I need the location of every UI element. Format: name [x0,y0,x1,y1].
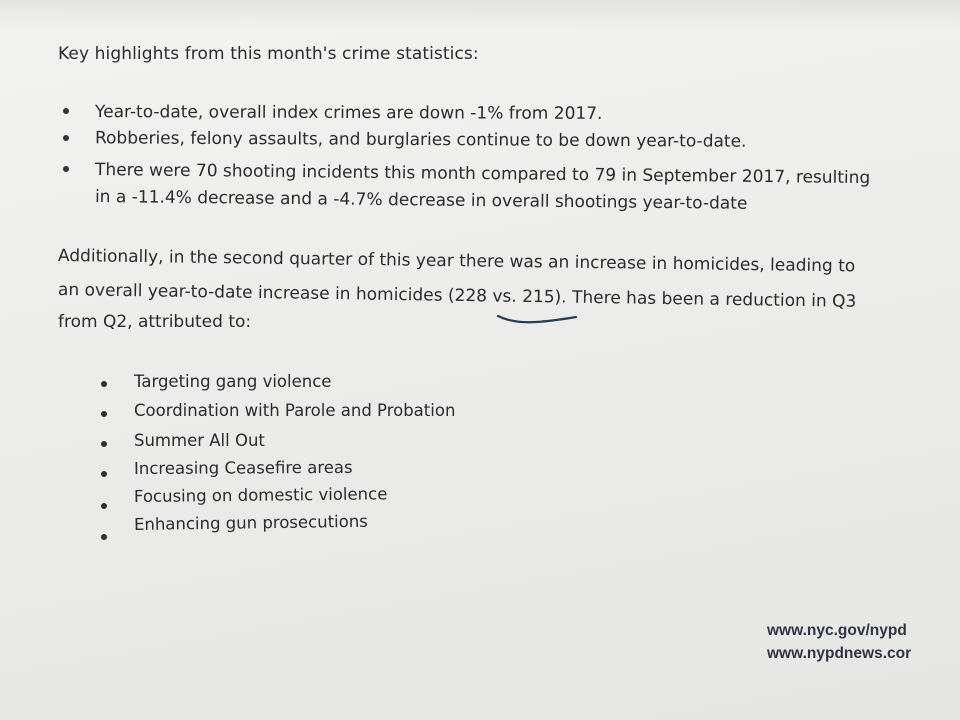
paragraph-line: Additionally, in the second quarter of this year there was an increase in homicides, leading to [57,246,856,277]
attribution-item: Increasing Ceasefire areas [133,457,353,478]
bullet-dot [101,381,107,387]
bullet-dot [101,471,107,477]
bullet-dot [63,108,69,114]
paragraph-line: from Q2, attributed to: [58,312,252,332]
footer-url-nypd: www.nyc.gov/nypd [767,622,907,639]
bullet-dot [101,441,107,447]
attribution-item: Coordination with Parole and Probation [134,401,456,420]
bullet-dot [101,503,107,509]
paragraph-line: an overall year-to-date increase in homicides (228 vs. 215). There has been a reduction in Q3 [57,280,857,312]
attribution-item: Enhancing gun prosecutions [133,511,368,534]
page-shadow [0,0,960,30]
attribution-item: Focusing on domestic violence [133,484,388,506]
highlight-item: Robberies, felony assaults, and burglaries continue to be down year-to-date. [94,128,747,152]
footer-url-nypdnews: www.nypdnews.cor [767,645,912,662]
bullet-dot [63,135,69,141]
highlight-item: Year-to-date, overall index crimes are down -1% from 2017. [94,102,603,124]
attribution-item: Targeting gang violence [134,372,332,391]
highlight-item: There were 70 shooting incidents this month compared to 79 in September 2017, resulting [94,160,871,189]
page-heading: Key highlights from this month's crime statistics: [58,44,479,64]
bullet-dot [101,411,107,417]
bullet-dot [63,166,69,172]
bullet-dot [101,534,107,540]
attribution-item: Summer All Out [134,431,265,450]
pen-underline-mark [496,312,580,326]
highlight-item-continued: in a -11.4% decrease and a -4.7% decrease in overall shootings year-to-date [94,187,748,214]
